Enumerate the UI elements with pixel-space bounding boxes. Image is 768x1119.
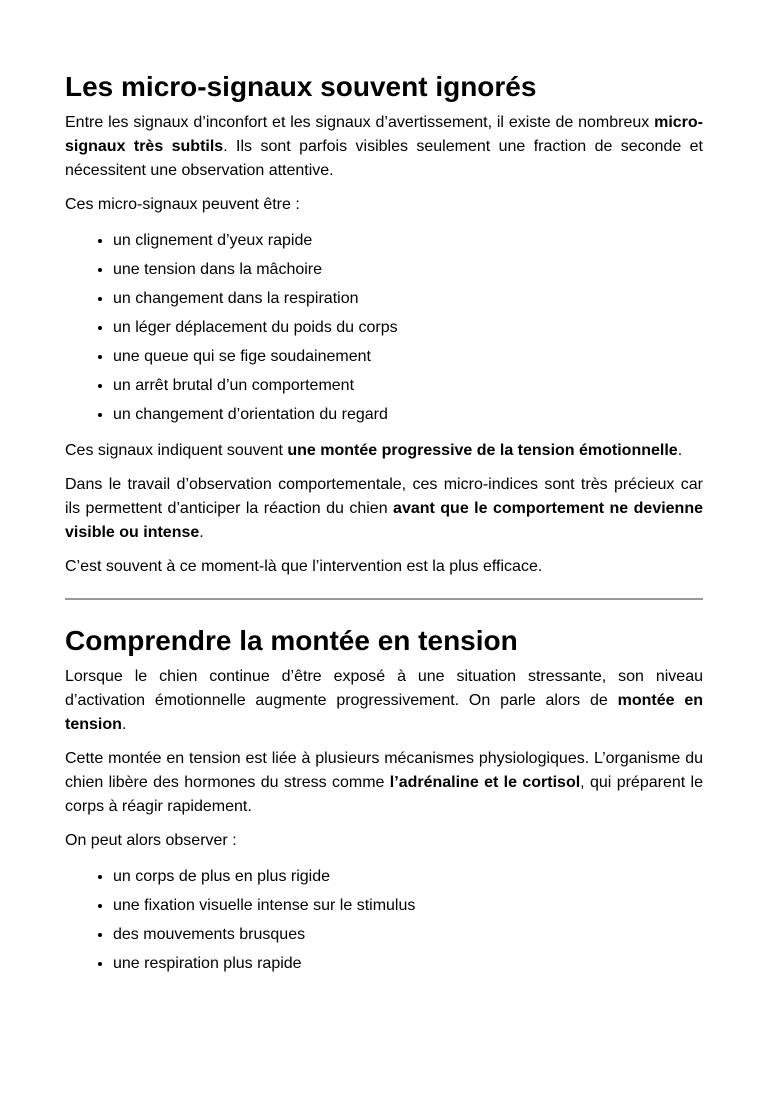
text-segment: On peut alors observer : — [65, 832, 237, 849]
list-item: • une respiration plus rapide — [113, 952, 703, 976]
list-item: • un changement dans la respiration — [113, 287, 703, 311]
list-item: • un arrêt brutal d’un comportement — [113, 374, 703, 398]
paragraph — [65, 439, 703, 463]
bold-text-segment: avant que le comportement ne devienne visible ou intense — [65, 500, 704, 541]
section-heading-micro-signaux: Les micro-signaux souvent ignorés — [65, 71, 537, 102]
text-segment: Cette montée en tension est liée à plusieurs mécanismes physiologiques. L’organisme du chien libère des hormones du stress comme — [65, 750, 703, 791]
paragraph — [65, 555, 703, 579]
list-item: • des mouvements brusques — [113, 923, 703, 947]
bold-text-segment: une montée progressive de la tension émotionnelle — [287, 442, 678, 459]
bullet-list-montee-en-tension — [65, 860, 703, 981]
section-divider — [65, 598, 703, 600]
text-segment: Ces signaux indiquent souvent — [65, 442, 288, 459]
text-segment: . — [677, 442, 683, 459]
list-item: • une fixation visuelle intense sur le stimulus — [113, 894, 703, 918]
text-segment: . — [121, 716, 127, 733]
paragraph — [65, 111, 703, 183]
bold-text-segment: montée en tension — [65, 692, 703, 733]
paragraph — [65, 665, 703, 737]
text-segment: Dans le travail d’observation comportementale, ces micro-indices sont très précieux car ils permettent d’anticiper la réaction du chien — [65, 476, 703, 517]
text-segment: . — [199, 524, 204, 541]
list-item: • une tension dans la mâchoire — [113, 258, 703, 282]
list-item: • un clignement d’yeux rapide — [113, 229, 703, 253]
text-segment: Ces micro-signaux peuvent être : — [65, 196, 300, 213]
paragraph — [65, 747, 703, 819]
bold-text-segment: micro-signaux très subtils — [65, 114, 703, 155]
bullet-list-micro-signaux — [65, 224, 703, 432]
list-item: • un corps de plus en plus rigide — [113, 865, 703, 889]
text-segment: , qui préparent le corps à réagir rapidement. — [65, 774, 704, 815]
bold-text-segment: l’adrénaline et le cortisol — [389, 774, 581, 791]
section-heading-montee-en-tension: Comprendre la montée en tension — [65, 625, 518, 656]
paragraph — [65, 473, 703, 545]
text-segment: Lorsque le chien continue d’être exposé à une situation stressante, son niveau d’activation émotionnelle augmente progressivement. On parle alors de — [65, 668, 703, 709]
list-item: • une queue qui se fige soudainement — [113, 345, 703, 369]
text-segment: Entre les signaux d’inconfort et les signaux d’avertissement, il existe de nombreux — [65, 114, 655, 131]
paragraph — [65, 829, 703, 853]
paragraph — [65, 193, 703, 217]
list-item: • un changement d’orientation du regard — [113, 403, 703, 427]
text-segment: C’est souvent à ce moment-là que l’intervention est la plus efficace. — [65, 558, 543, 575]
list-item: • un léger déplacement du poids du corps — [113, 316, 703, 340]
text-segment: . Ils sont parfois visibles seulement une fraction de seconde et nécessitent une observation attentive. — [65, 138, 703, 179]
